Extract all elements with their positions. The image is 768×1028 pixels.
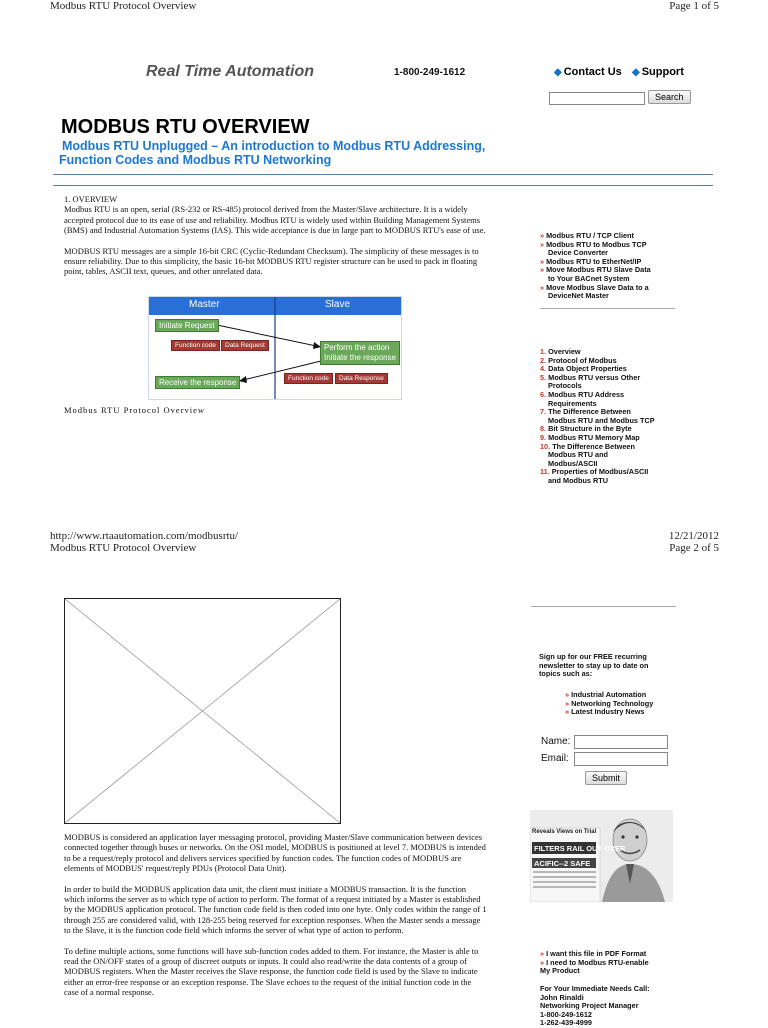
search-button[interactable]: Search (648, 90, 691, 104)
placeholder-cross-icon (65, 599, 340, 823)
page-header-title: Modbus RTU Protocol Overview (50, 542, 197, 554)
toc-number: 10. (540, 441, 551, 451)
arrow-icon: » (540, 265, 547, 275)
toc-label: Properties of Modbus/ASCII (551, 467, 649, 477)
data-request-box: Data Request (221, 340, 269, 351)
brand-logo[interactable]: Real Time Automation (146, 63, 315, 80)
toc-item[interactable] (540, 391, 690, 408)
page-footer-url[interactable]: http://www.rtaautomation.com/modbusrtu/ (50, 530, 239, 542)
arrow-icon: » (540, 239, 547, 249)
subtitle-line-1: Modbus RTU Unplugged – An introduction to Modbus RTU Addressing, (62, 139, 486, 153)
page-title: MODBUS RTU OVERVIEW (61, 116, 310, 138)
sidebar-divider (540, 308, 675, 309)
toc-label: Overview (548, 347, 581, 356)
newsletter-topics (565, 691, 675, 717)
newspaper-reader-photo (530, 810, 673, 902)
page-header-number: Page 2 of 5 (669, 542, 719, 554)
toc-label: Modbus RTU versus Other (548, 372, 641, 382)
newspaper-reader-illustration (530, 810, 673, 902)
contact-name: John Rinaldi (540, 992, 584, 1002)
toc-label: Protocol of Modbus (548, 355, 617, 365)
cta-product-line: My Product (540, 966, 580, 976)
perform-action-box (320, 341, 400, 365)
body-paragraph-1: MODBUS is considered an application layer messaging protocol, providing Master/Slave communication between devices connected together through buses or networks. On the OSI model, MODBUS is positioned at level 7. MODBUS is intended to be a request/reply protocol and delivers services specified by function codes. The function codes of MODBUS are elements of MODBUS' request/reply PDUs (Protocol Data Unit). (64, 832, 486, 874)
arrow-icon: » (540, 949, 547, 958)
toc-label: and Modbus RTU (548, 475, 608, 485)
protocol-diagram (148, 296, 402, 400)
perform-action-line: Perform the action (324, 343, 390, 352)
related-product-link[interactable] (540, 284, 680, 301)
receive-response-box: Receive the response (155, 376, 240, 389)
arrow-icon: » (540, 282, 547, 292)
sidebar-divider (531, 606, 676, 607)
diagram-caption: Modbus RTU Protocol Overview (64, 405, 206, 415)
initiate-request-box: Initiate Request (155, 319, 219, 332)
toc-label: Protocols (548, 381, 582, 391)
arrow-icon: » (565, 698, 572, 708)
overview-paragraph-2: MODBUS RTU messages are a simple 16-bit CRC (Cyclic-Redundant Checksum). The simplicity of these messages is to ensure reliability. Due to this simplicity, the basic 16-bit MODBUS RTU register structure can be used to pack in floating point, tables, ASCII text, queues, and other unrelated data. (64, 245, 479, 277)
toc-item[interactable] (540, 374, 690, 391)
arrow-icon: » (540, 957, 547, 967)
toc-label: Bit Structure in the Byte (548, 424, 632, 434)
related-link-label-cont: DeviceNet Master (548, 291, 609, 301)
related-link-label: Modbus RTU / TCP Client (546, 231, 634, 240)
toc-number: 9. (540, 432, 547, 442)
email-label: Email: (541, 753, 569, 764)
divider-line (53, 185, 713, 186)
contact-phone-1: 1-800-249-1612 (540, 1009, 592, 1019)
contact-us-label: Contact Us (563, 66, 622, 78)
related-link-label: Modbus RTU to EtherNet/IP (546, 256, 642, 266)
diamond-icon: ◆ (632, 67, 640, 78)
contact-phone-2: 1-262-439-4999 (540, 1018, 592, 1028)
topic-label: Latest Industry News (571, 707, 645, 717)
subtitle-line-2: Function Codes and Modbus RTU Networking (59, 153, 332, 167)
divider-line (53, 174, 713, 175)
topic-label: Industrial Automation (571, 690, 647, 699)
section-heading: 1. OVERVIEW (64, 194, 118, 204)
toc-label: Modbus RTU Memory Map (548, 432, 640, 442)
toc-label: Modbus RTU Address (548, 389, 625, 399)
contact-heading: For Your Immediate Needs Call: (540, 984, 650, 993)
cta-link-label: I need to Modbus RTU-enable (546, 957, 649, 967)
cta-links (540, 950, 680, 976)
toc-label: Data Object Properties (548, 364, 627, 374)
toc-number: 11. (540, 467, 550, 477)
related-product-link[interactable] (540, 241, 680, 258)
master-label: Master (189, 299, 220, 310)
initiate-response-line: Initiate the response (324, 353, 397, 362)
toc-number: 1. (540, 347, 547, 356)
image-placeholder (64, 598, 341, 824)
related-product-link[interactable] (540, 266, 680, 283)
toc-number: 7. (540, 407, 547, 417)
toc-label: Modbus RTU and (548, 450, 608, 460)
related-link-label-cont: to Your BACnet System (548, 273, 630, 283)
related-link-label: Move Modbus Slave Data to a (546, 282, 649, 292)
arrow-icon: » (540, 231, 547, 240)
submit-button[interactable]: Submit (585, 771, 627, 785)
related-link-label: Move Modbus RTU Slave Data (546, 265, 651, 275)
overview-paragraph-1: Modbus RTU is an open, serial (RS-232 or RS-485) protocol derived from the Master/Slave architecture. It is a widely accepted protocol due to its ease of use and reliability. Modbus RTU is widely used within Building Management Systems (BMS) and Industrial Automation Systems (IAS). This wide acceptance is due in large part to MODBUS RTU's ease of use. (64, 204, 486, 236)
related-link-label: Modbus RTU to Modbus TCP (546, 239, 647, 249)
phone-number: 1-800-249-1612 (394, 67, 466, 78)
support-link[interactable] (632, 66, 684, 78)
toc-item[interactable] (540, 408, 690, 425)
contact-block (540, 985, 690, 1028)
application-layer-section (64, 832, 487, 1008)
topic-label: Networking Technology (571, 698, 654, 708)
name-label: Name: (541, 736, 571, 747)
page-header-number: Page 1 of 5 (669, 0, 719, 12)
email-input[interactable] (574, 752, 668, 766)
table-of-contents (540, 348, 690, 486)
support-label: Support (641, 66, 684, 78)
contact-us-link[interactable] (554, 66, 622, 78)
data-response-box: Data Response (335, 373, 388, 384)
slave-label: Slave (325, 299, 351, 310)
arrow-icon: » (565, 707, 572, 717)
toc-label: Requirements (548, 398, 597, 408)
diamond-icon: ◆ (554, 67, 562, 78)
related-products-list (540, 232, 680, 301)
cta-link-label: I want this file in PDF Format (546, 949, 647, 958)
overview-section (64, 194, 487, 287)
toc-number: 6. (540, 389, 547, 399)
toc-number: 2. (540, 355, 547, 365)
related-link-label-cont: Device Converter (548, 248, 609, 258)
function-code-box: Function code (284, 373, 333, 384)
toc-number: 5. (540, 372, 547, 382)
topic-item (565, 708, 675, 717)
toc-item[interactable] (540, 443, 690, 469)
body-paragraph-3: To define multiple actions, some functions will have sub-function codes added to them. For instance, the Master is able to read the ON/OFF states of a group of discreet outputs or inputs. It could also read/write the data contents of a group of MODBUS registers. When the Master receives the Slave response, the function code field is used by the Slave to indicate either an error-free response or an exception response. The Slave echoes to the request of the initial function code in the case of a normal response. (64, 945, 479, 998)
newspaper-headline-1: FILTERS RAIL OUT OVER (534, 844, 626, 853)
arrow-icon: » (565, 690, 572, 699)
toc-label: The Difference Between (552, 441, 635, 451)
search-input[interactable] (549, 92, 645, 105)
function-code-box: Function code (171, 340, 220, 351)
body-paragraph-2: In order to build the MODBUS application data unit, the client must initiate a MODBUS transaction. It is the function which informs the server as to which type of action to perform. The format of a request initiated by a Master is established by the MODBUS application protocol. The function code field is then coded into one byte. Only codes within the range of 1 through 255 are considered valid, with 128-255 being reserved for exception responses. When the Master sends a message to the Slave, it is the function code field which informs the server of what type of action to perform. (64, 883, 487, 936)
toc-label: Modbus/ASCII (548, 458, 598, 468)
toc-number: 4. (540, 364, 547, 374)
toc-label: Modbus RTU and Modbus TCP (548, 415, 655, 425)
page-header-title: Modbus RTU Protocol Overview (50, 0, 197, 12)
toc-item[interactable] (540, 468, 690, 485)
name-input[interactable] (574, 735, 668, 749)
arrow-icon: » (540, 256, 547, 266)
toc-number: 8. (540, 424, 547, 434)
newsletter-blurb: Sign up for our FREE recurring newsletter to stay up to date on topics such as: (539, 652, 649, 679)
contact-title: Networking Project Manager (540, 1001, 639, 1011)
newspaper-top-text: Reveals Views on Trial (532, 829, 597, 835)
newspaper-headline-2: ACIFIC--2 SAFE (534, 859, 591, 868)
toc-label: The Difference Between (548, 407, 631, 417)
page-footer-date: 12/21/2012 (668, 530, 719, 542)
